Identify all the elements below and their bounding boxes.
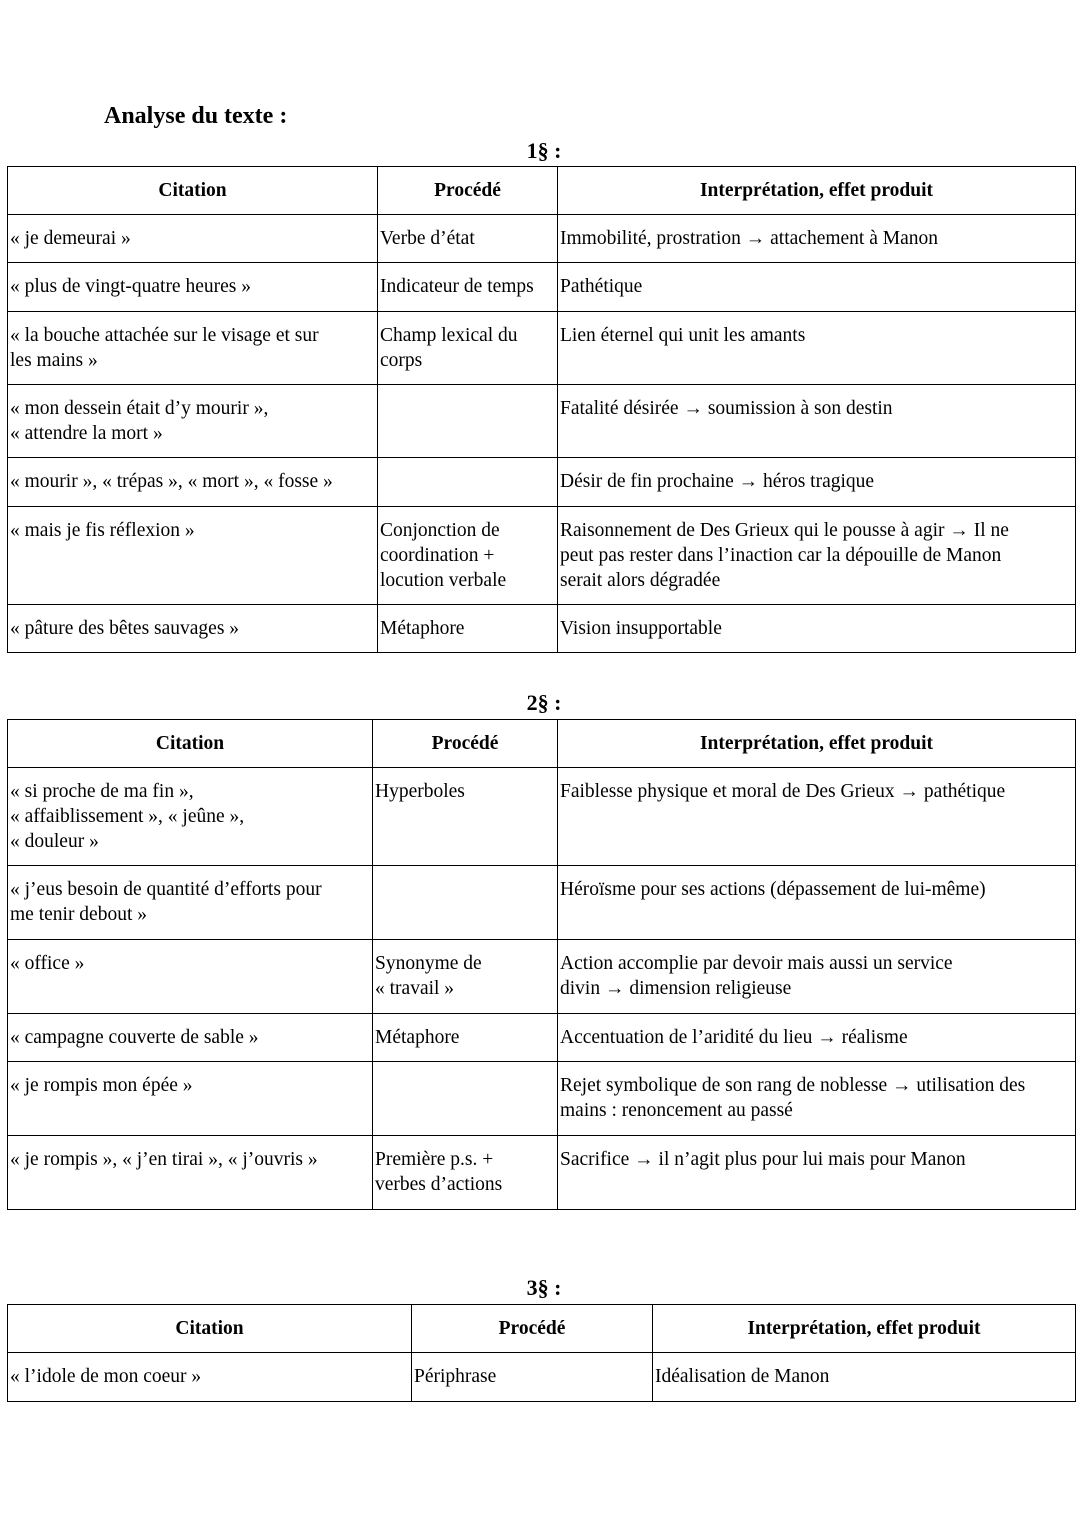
table-row (8, 940, 1076, 1014)
procede-cell (373, 1062, 558, 1136)
table-header-row (8, 1305, 1076, 1353)
column-header-citation: Citation (8, 720, 373, 768)
interpretation-cell: Fatalité désirée → soumission à son destin (558, 385, 1076, 458)
table-row (8, 1062, 1076, 1136)
procede-cell: Champ lexical du corps (378, 312, 558, 385)
citation-cell: « je rompis mon épée » (8, 1062, 373, 1136)
procede-cell (373, 866, 558, 940)
procede-cell (378, 458, 558, 507)
column-header-interpretation: Interprétation, effet produit (558, 720, 1076, 768)
table-row (8, 263, 1076, 312)
table-row (8, 1014, 1076, 1062)
procede-cell: Première p.s. + verbes d’actions (373, 1136, 558, 1210)
citation-cell: « plus de vingt-quatre heures » (8, 263, 378, 312)
table-row (8, 312, 1076, 385)
column-header-citation: Citation (8, 1305, 412, 1353)
interpretation-cell: Accentuation de l’aridité du lieu → réalisme (558, 1014, 1076, 1062)
interpretation-cell: Immobilité, prostration → attachement à Manon (558, 215, 1076, 263)
column-header-interpretation: Interprétation, effet produit (558, 167, 1076, 215)
procede-cell: Verbe d’état (378, 215, 558, 263)
citation-cell: « mais je fis réflexion » (8, 507, 378, 605)
table-row (8, 1353, 1076, 1402)
citation-cell: « j’eus besoin de quantité d’efforts pour me tenir debout » (8, 866, 373, 940)
table-row (8, 1136, 1076, 1210)
procede-cell: Hyperboles (373, 768, 558, 866)
column-header-citation: Citation (8, 167, 378, 215)
citation-cell: « office » (8, 940, 373, 1014)
procede-cell: Conjonction de coordination + locution verbale (378, 507, 558, 605)
interpretation-cell: Raisonnement de Des Grieux qui le pousse à agir → Il ne peut pas rester dans l’inaction car la dépouille de Manon serait alors dégradée (558, 507, 1076, 605)
section-1-table (7, 166, 1076, 653)
table-row (8, 866, 1076, 940)
table-row (8, 768, 1076, 866)
table-header-row (8, 720, 1076, 768)
interpretation-cell: Pathétique (558, 263, 1076, 312)
procede-cell: Métaphore (378, 605, 558, 653)
interpretation-cell: Désir de fin prochaine → héros tragique (558, 458, 1076, 507)
column-header-interpretation: Interprétation, effet produit (653, 1305, 1076, 1353)
citation-cell: « je rompis », « j’en tirai », « j’ouvris » (8, 1136, 373, 1210)
citation-cell: « si proche de ma fin », « affaiblissement », « jeûne », « douleur » (8, 768, 373, 866)
citation-cell: « mourir », « trépas », « mort », « fosse » (8, 458, 378, 507)
citation-cell: « la bouche attachée sur le visage et sur les mains » (8, 312, 378, 385)
citation-cell: « l’idole de mon coeur » (8, 1353, 412, 1402)
table-header-row (8, 167, 1076, 215)
table-row (8, 215, 1076, 263)
citation-cell: « pâture des bêtes sauvages » (8, 605, 378, 653)
section-3-label: 3§ : (526, 1275, 562, 1300)
table-row (8, 507, 1076, 605)
interpretation-cell: Sacrifice → il n’agit plus pour lui mais pour Manon (558, 1136, 1076, 1210)
section-2-label: 2§ : (526, 690, 562, 715)
table-row (8, 605, 1076, 653)
procede-cell: Périphrase (412, 1353, 653, 1402)
interpretation-cell: Lien éternel qui unit les amants (558, 312, 1076, 385)
column-header-procede: Procédé (412, 1305, 653, 1353)
citation-cell: « campagne couverte de sable » (8, 1014, 373, 1062)
page-title: Analyse du texte : (104, 103, 288, 129)
section-1-label: 1§ : (526, 138, 562, 163)
citation-cell: « mon dessein était d’y mourir », « attendre la mort » (8, 385, 378, 458)
procede-cell: Synonyme de « travail » (373, 940, 558, 1014)
citation-cell: « je demeurai » (8, 215, 378, 263)
interpretation-cell: Héroïsme pour ses actions (dépassement de lui-même) (558, 866, 1076, 940)
table-row (8, 385, 1076, 458)
procede-cell (378, 385, 558, 458)
section-2-table (7, 719, 1076, 1210)
procede-cell: Métaphore (373, 1014, 558, 1062)
table-row (8, 458, 1076, 507)
section-3-table (7, 1304, 1076, 1402)
interpretation-cell: Action accomplie par devoir mais aussi un service divin → dimension religieuse (558, 940, 1076, 1014)
column-header-procede: Procédé (378, 167, 558, 215)
interpretation-cell: Faiblesse physique et moral de Des Grieux → pathétique (558, 768, 1076, 866)
interpretation-cell: Rejet symbolique de son rang de noblesse → utilisation des mains : renoncement au passé (558, 1062, 1076, 1136)
interpretation-cell: Idéalisation de Manon (653, 1353, 1076, 1402)
column-header-procede: Procédé (373, 720, 558, 768)
procede-cell: Indicateur de temps (378, 263, 558, 312)
interpretation-cell: Vision insupportable (558, 605, 1076, 653)
